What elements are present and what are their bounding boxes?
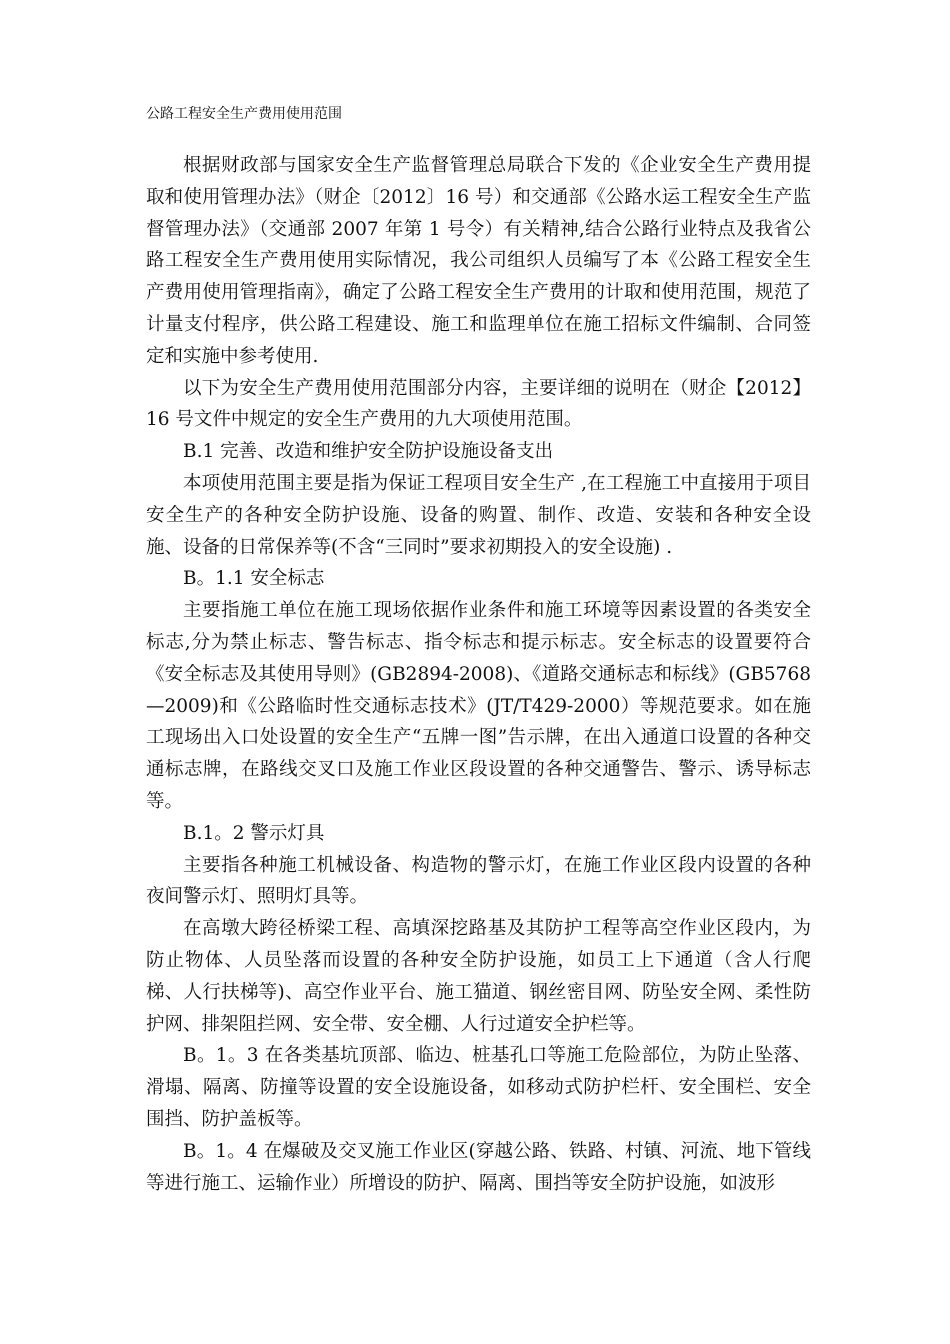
paragraph-b1-3: B。1。3 在各类基坑顶部、临边、桩基孔口等施工危险部位，为防止坠落、滑塌、隔离、防撞等设置的安全设施设备，如移动式防护栏杆、安全围栏、安全围挡、防护盖板等。 [146, 1045, 811, 1130]
paragraph-b1-4: B。1。4 在爆破及交叉施工作业区(穿越公路、铁路、村镇、河流、地下管线等进行施工、运输作业）所增设的防护、隔离、围挡等安全防护设施，如波形 [146, 1140, 811, 1194]
section-heading-b1-2: B.1。2 警示灯具 [183, 822, 325, 844]
paragraph-b1-1-description: 主要指施工单位在施工现场依据作业条件和施工环境等因素设置的各类安全标志,分为禁止标志、警告标志、指令标志和提示标志。安全标志的设置要符合《安全标志及其使用导则》(GB2894-2008)、《道路交通标志和标线》(GB5768—2009)和《公路临时性交通标志技术》(JT/T429-2000）等规范要求。如在施工现场出入口处设置的安全生产“五牌一图”告示牌，在出入通道口设置的各种交通标志牌，在路线交叉口及施工作业区段设置的各种交通警告、警示、诱导标志等。 [146, 600, 811, 812]
page-header: 公路工程安全生产费用使用范围 [146, 106, 342, 122]
paragraph-intro: 根据财政部与国家安全生产监督管理总局联合下发的《企业安全生产费用提取和使用管理办法》（财企〔2012〕16 号）和交通部《公路水运工程安全生产监督管理办法》（交通部 2007 年第 1 号令）有关精神,结合公路行业特点及我省公路工程安全生产费用使用实际情况，我公司组织人员编写了本《公路工程安全生产费用使用管理指南》，确定了公路工程安全生产费用的计取和使用范围，规范了计量支付程序，供公路工程建设、施工和监理单位在施工招标文件编制、合同签定和实施中参考使用. [146, 155, 811, 367]
paragraph-b1-2-description: 主要指各种施工机械设备、构造物的警示灯，在施工作业区段内设置的各种夜间警示灯、照明灯具等。 [146, 854, 811, 908]
paragraph-high-altitude: 在高墩大跨径桥梁工程、高填深挖路基及其防护工程等高空作业区段内，为防止物体、人员坠落而设置的各种安全防护设施，如员工上下通道（含人行爬梯、人行扶梯等)、高空作业平台、施工猫道、钢丝密目网、防坠安全网、柔性防护网、排架阻拦网、安全带、安全棚、人行过道安全护栏等。 [146, 918, 811, 1035]
document-body [146, 150, 811, 1199]
section-heading-b1-1: B。1.1 安全标志 [183, 568, 325, 590]
paragraph-scope-note: 以下为安全生产费用使用范围部分内容，主要详细的说明在（财企【2012】16 号文件中规定的安全生产费用的九大项使用范围。 [146, 377, 811, 431]
section-heading-b1: B.1 完善、改造和维护安全防护设施设备支出 [183, 441, 554, 463]
paragraph-b1-description: 本项使用范围主要是指为保证工程项目安全生产 ,在工程施工中直接用于项目安全生产的各种安全防护设施、设备的购置、制作、改造、安装和各种安全设施、设备的日常保养等(不含“三同时”要求初期投入的安全设施) . [146, 472, 811, 558]
